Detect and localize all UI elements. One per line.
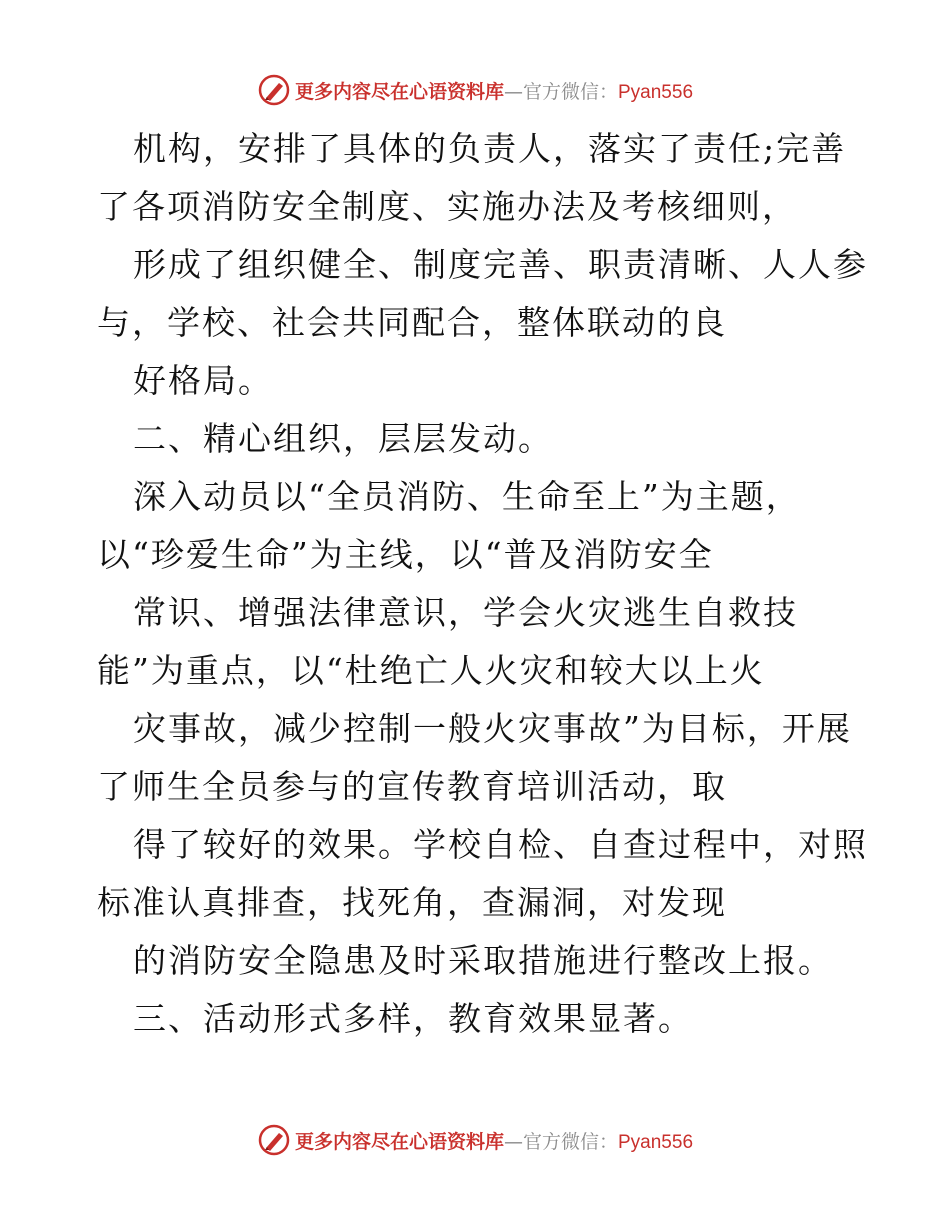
text-line-14: 标准认真排查，找死角，查漏洞，对发现 <box>97 883 727 922</box>
text-line-1: 机构，安排了具体的负责人，落实了责任;完善 <box>133 129 847 168</box>
watermark-wechat-id: Pyan556 <box>618 1131 694 1153</box>
text-line-9: 常识、增强法律意识，学会火灾逃生自救技 <box>133 593 798 632</box>
watermark-wechat-label: 官方微信： <box>522 1130 618 1153</box>
header-watermark <box>0 70 950 110</box>
section-heading-2: 二、精心组织，层层发动。 <box>133 419 553 458</box>
watermark-text <box>295 77 693 104</box>
text-line-3: 形成了组织健全、制度完善、职责清晰、人人参 <box>133 245 868 284</box>
watermark-text <box>295 1127 693 1154</box>
text-line-13: 得了较好的效果。学校自检、自查过程中，对照 <box>133 825 868 864</box>
text-line-7: 深入动员以“全员消防、生命至上”为主题， <box>133 477 801 516</box>
section-heading-3: 三、活动形式多样，教育效果显著。 <box>133 999 693 1038</box>
watermark-wechat-label: 官方微信： <box>522 80 618 103</box>
watermark-wechat-id: Pyan556 <box>618 81 694 103</box>
text-line-5: 好格局。 <box>133 361 273 400</box>
footer-watermark <box>0 1120 950 1160</box>
pen-logo-icon <box>257 73 291 107</box>
text-line-12: 了师生全员参与的宣传教育培训活动，取 <box>97 767 727 806</box>
text-line-2: 了各项消防安全制度、实施办法及考核细则， <box>97 187 797 226</box>
pen-logo-icon <box>257 1123 291 1157</box>
text-line-8: 以“珍爱生命”为主线，以“普及消防安全 <box>97 535 714 574</box>
watermark-separator: — <box>503 80 523 103</box>
text-line-11: 灾事故，减少控制一般火灾事故”为目标，开展 <box>133 709 852 748</box>
text-line-4: 与，学校、社会共同配合，整体联动的良 <box>97 303 727 342</box>
watermark-site-text: 更多内容尽在心语资料库 <box>294 80 504 103</box>
watermark-site-text: 更多内容尽在心语资料库 <box>294 1130 504 1153</box>
watermark-separator: — <box>503 1130 523 1153</box>
text-line-15: 的消防安全隐患及时采取措施进行整改上报。 <box>133 941 833 980</box>
text-line-10: 能”为重点，以“杜绝亡人火灾和较大以上火 <box>97 651 765 690</box>
